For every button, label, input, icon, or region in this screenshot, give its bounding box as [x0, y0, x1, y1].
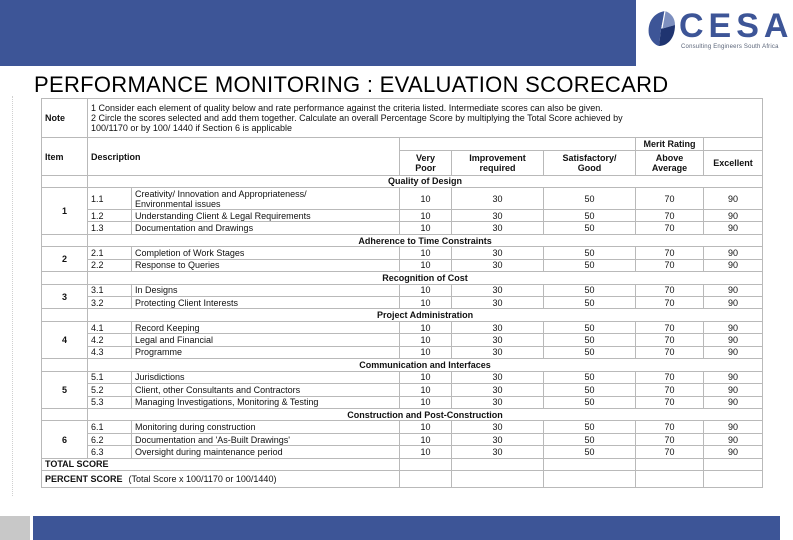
table-row: [42, 188, 763, 210]
score-cell: 50: [544, 396, 636, 408]
footer-bar: [33, 516, 780, 540]
description-line: Response to Queries: [135, 260, 220, 271]
row-description: [132, 446, 400, 458]
score-cell: 70: [636, 209, 704, 221]
table-row: [42, 175, 763, 187]
score-cell: 30: [452, 222, 544, 234]
above-average-header: [636, 150, 704, 175]
score-cell: 50: [544, 384, 636, 396]
score-cell: 10: [400, 346, 452, 358]
score-cell: 90: [704, 433, 763, 445]
score-cell: 30: [452, 297, 544, 309]
score-cell: 30: [452, 209, 544, 221]
description-line: Record Keeping: [135, 322, 200, 333]
table-row: [42, 309, 763, 321]
row-number: 2.1: [88, 247, 132, 259]
score-cell: 10: [400, 433, 452, 445]
score-cell: 50: [544, 188, 636, 210]
description-line: Client, other Consultants and Contractors: [135, 384, 301, 395]
score-cell: 10: [400, 396, 452, 408]
score-cell: 90: [704, 209, 763, 221]
row-number: 4.2: [88, 334, 132, 346]
score-cell: 90: [704, 222, 763, 234]
note-line: 1 Consider each element of quality below and rate performance against the criteria listed. Intermediate scores can also be given.: [91, 103, 603, 114]
score-cell: 30: [452, 321, 544, 333]
description-line: Jurisdictions: [135, 372, 185, 383]
note-label: Note: [42, 99, 88, 138]
percent-label: PERCENT SCORE: [45, 474, 123, 485]
score-cell: 90: [704, 297, 763, 309]
score-cell: 10: [400, 222, 452, 234]
score-cell: 30: [452, 371, 544, 383]
score-cell: 70: [636, 297, 704, 309]
table-row: [42, 396, 763, 408]
item-number: 2: [42, 247, 88, 272]
row-description: [132, 346, 400, 358]
score-cell: 30: [452, 421, 544, 433]
table-row: [42, 284, 763, 296]
excellent-header: Excellent: [704, 150, 763, 175]
section-title: Adherence to Time Constraints: [88, 234, 763, 246]
percent-cell: [400, 471, 452, 488]
header-line: Poor: [415, 162, 436, 173]
score-cell: 70: [636, 384, 704, 396]
score-cell: 90: [704, 396, 763, 408]
table-row: [42, 433, 763, 445]
header-line: Good: [577, 162, 602, 173]
score-cell: 30: [452, 247, 544, 259]
description-line: Protecting Client Interests: [135, 297, 239, 308]
score-cell: 70: [636, 188, 704, 210]
score-cell: 50: [544, 421, 636, 433]
header-line: Above: [655, 152, 684, 163]
score-cell: 10: [400, 247, 452, 259]
score-cell: 30: [452, 284, 544, 296]
percent-cell: [452, 471, 544, 488]
score-cell: 70: [636, 446, 704, 458]
score-cell: 10: [400, 446, 452, 458]
row-description: [132, 421, 400, 433]
total-cell: [636, 458, 704, 470]
header-line: required: [479, 162, 516, 173]
row-number: 1.1: [88, 188, 132, 210]
row-number: 2.2: [88, 259, 132, 271]
score-cell: 10: [400, 209, 452, 221]
row-description: [132, 188, 400, 210]
description-line: Oversight during maintenance period: [135, 446, 283, 457]
row-description: [132, 334, 400, 346]
total-score-label: TOTAL SCORE: [42, 458, 400, 470]
table-row: [42, 458, 763, 470]
total-cell: [400, 458, 452, 470]
score-cell: 90: [704, 446, 763, 458]
score-cell: 50: [544, 259, 636, 271]
divider: [12, 96, 14, 496]
header-line: Average: [651, 162, 688, 173]
row-description: [132, 209, 400, 221]
total-cell: [544, 458, 636, 470]
score-cell: 90: [704, 371, 763, 383]
note-line: 100/1170 or by 100/ 1440 if Section 6 is applicable: [91, 123, 292, 134]
score-cell: 30: [452, 334, 544, 346]
score-cell: 90: [704, 259, 763, 271]
table-row: [42, 247, 763, 259]
scorecard-table: [41, 98, 763, 488]
score-cell: 90: [704, 384, 763, 396]
table-row: [42, 421, 763, 433]
score-cell: 30: [452, 346, 544, 358]
total-cell: [452, 458, 544, 470]
percent-score-label: [42, 471, 400, 488]
row-description: [132, 259, 400, 271]
header-bar: [0, 0, 636, 66]
footer-accent: [0, 516, 30, 540]
table-row: [42, 408, 763, 420]
score-cell: 10: [400, 371, 452, 383]
score-cell: 70: [636, 433, 704, 445]
section-title: Quality of Design: [88, 175, 763, 187]
logo-tagline: Consulting Engineers South Africa: [681, 44, 779, 50]
description-line: Monitoring during construction: [135, 422, 256, 433]
row-number: 4.1: [88, 321, 132, 333]
score-cell: 10: [400, 188, 452, 210]
score-cell: 70: [636, 334, 704, 346]
score-cell: 10: [400, 297, 452, 309]
table-row: [42, 259, 763, 271]
score-cell: 50: [544, 334, 636, 346]
score-cell: 50: [544, 297, 636, 309]
score-cell: 70: [636, 346, 704, 358]
table-row: [42, 384, 763, 396]
score-cell: 50: [544, 446, 636, 458]
description-line: Programme: [135, 347, 183, 358]
score-cell: 10: [400, 384, 452, 396]
score-cell: 30: [452, 396, 544, 408]
score-cell: 90: [704, 188, 763, 210]
description-header: Description: [88, 138, 400, 175]
score-cell: 70: [636, 259, 704, 271]
satisfactory-header: [544, 150, 636, 175]
row-number: 6.2: [88, 433, 132, 445]
header-line: Satisfactory/: [562, 152, 617, 163]
score-cell: 50: [544, 371, 636, 383]
score-cell: 90: [704, 284, 763, 296]
row-description: [132, 247, 400, 259]
item-number: 1: [42, 188, 88, 235]
score-cell: 30: [452, 433, 544, 445]
score-cell: 10: [400, 421, 452, 433]
section-title: Construction and Post-Construction: [88, 408, 763, 420]
description-line: In Designs: [135, 285, 178, 296]
section-title: Project Administration: [88, 309, 763, 321]
score-cell: 50: [544, 433, 636, 445]
score-cell: 10: [400, 259, 452, 271]
item-number: 6: [42, 421, 88, 458]
row-number: 3.1: [88, 284, 132, 296]
table-row: [42, 471, 763, 488]
row-number: 1.3: [88, 222, 132, 234]
header-line: Very: [415, 152, 436, 163]
row-description: [132, 384, 400, 396]
score-cell: 70: [636, 396, 704, 408]
table-row: [42, 371, 763, 383]
score-cell: 70: [636, 222, 704, 234]
row-description: [132, 284, 400, 296]
row-description: [132, 297, 400, 309]
globe-icon: [645, 9, 679, 47]
table-row: [42, 446, 763, 458]
page-title: PERFORMANCE MONITORING : EVALUATION SCORECARD: [34, 72, 669, 97]
row-description: [132, 433, 400, 445]
score-cell: 90: [704, 247, 763, 259]
improvement-header: [452, 150, 544, 175]
row-number: 6.1: [88, 421, 132, 433]
row-number: 6.3: [88, 446, 132, 458]
percent-cell: [704, 471, 763, 488]
section-title: Communication and Interfaces: [88, 359, 763, 371]
table-row: [42, 272, 763, 284]
description-line: Environmental issues: [135, 198, 221, 209]
row-description: [132, 396, 400, 408]
percent-formula: (Total Score x 100/1170 or 100/1440): [128, 474, 277, 485]
table-row: [42, 99, 763, 138]
item-number: 5: [42, 371, 88, 408]
row-description: [132, 222, 400, 234]
score-cell: 30: [452, 259, 544, 271]
score-cell: 50: [544, 222, 636, 234]
description-line: Documentation and Drawings: [135, 223, 254, 234]
row-number: 3.2: [88, 297, 132, 309]
score-cell: 30: [452, 446, 544, 458]
description-line: Managing Investigations, Monitoring & Testing: [135, 397, 319, 408]
cesa-logo: [637, 0, 793, 66]
very-poor-header: [400, 150, 452, 175]
section-title: Recognition of Cost: [88, 272, 763, 284]
score-cell: 70: [636, 371, 704, 383]
score-cell: 70: [636, 421, 704, 433]
score-cell: 90: [704, 346, 763, 358]
total-cell: [704, 458, 763, 470]
score-cell: 70: [636, 247, 704, 259]
description-line: Creativity/ Innovation and Appropriateness/: [135, 188, 307, 199]
percent-cell: [636, 471, 704, 488]
table-row: [42, 234, 763, 246]
note-text: [88, 99, 763, 138]
score-cell: 50: [544, 346, 636, 358]
table-row: [42, 359, 763, 371]
score-cell: 10: [400, 334, 452, 346]
score-cell: 70: [636, 284, 704, 296]
score-cell: 90: [704, 421, 763, 433]
row-description: [132, 321, 400, 333]
description-line: Legal and Financial: [135, 335, 214, 346]
score-cell: 70: [636, 321, 704, 333]
table-row: [42, 222, 763, 234]
score-cell: 30: [452, 188, 544, 210]
logo-text: CESA: [679, 7, 793, 45]
score-cell: 50: [544, 284, 636, 296]
row-number: 5.3: [88, 396, 132, 408]
description-line: Documentation and 'As-Built Drawings': [135, 434, 291, 445]
table-row: [42, 209, 763, 221]
note-line: 2 Circle the scores selected and add them together. Calculate an overall Percentage Score by multiplying the Total Score achieved by: [91, 113, 623, 124]
score-cell: 10: [400, 321, 452, 333]
score-cell: 90: [704, 321, 763, 333]
row-number: 4.3: [88, 346, 132, 358]
table-row: [42, 334, 763, 346]
score-cell: 30: [452, 384, 544, 396]
score-cell: 50: [544, 209, 636, 221]
item-number: 4: [42, 321, 88, 358]
description-line: Understanding Client & Legal Requirements: [135, 210, 311, 221]
score-cell: 10: [400, 284, 452, 296]
description-line: Completion of Work Stages: [135, 247, 245, 258]
score-cell: 90: [704, 334, 763, 346]
row-description: [132, 371, 400, 383]
table-row: [42, 346, 763, 358]
header-line: Improvement: [469, 152, 526, 163]
score-cell: 50: [544, 321, 636, 333]
score-cell: 50: [544, 247, 636, 259]
table-row: [42, 321, 763, 333]
table-row: [42, 297, 763, 309]
scorecard: [41, 98, 762, 488]
item-number: 3: [42, 284, 88, 309]
row-number: 5.1: [88, 371, 132, 383]
table-row: [42, 138, 763, 150]
item-header: Item: [42, 138, 88, 175]
merit-rating-header: Merit Rating: [636, 138, 704, 150]
row-number: 5.2: [88, 384, 132, 396]
percent-cell: [544, 471, 636, 488]
row-number: 1.2: [88, 209, 132, 221]
